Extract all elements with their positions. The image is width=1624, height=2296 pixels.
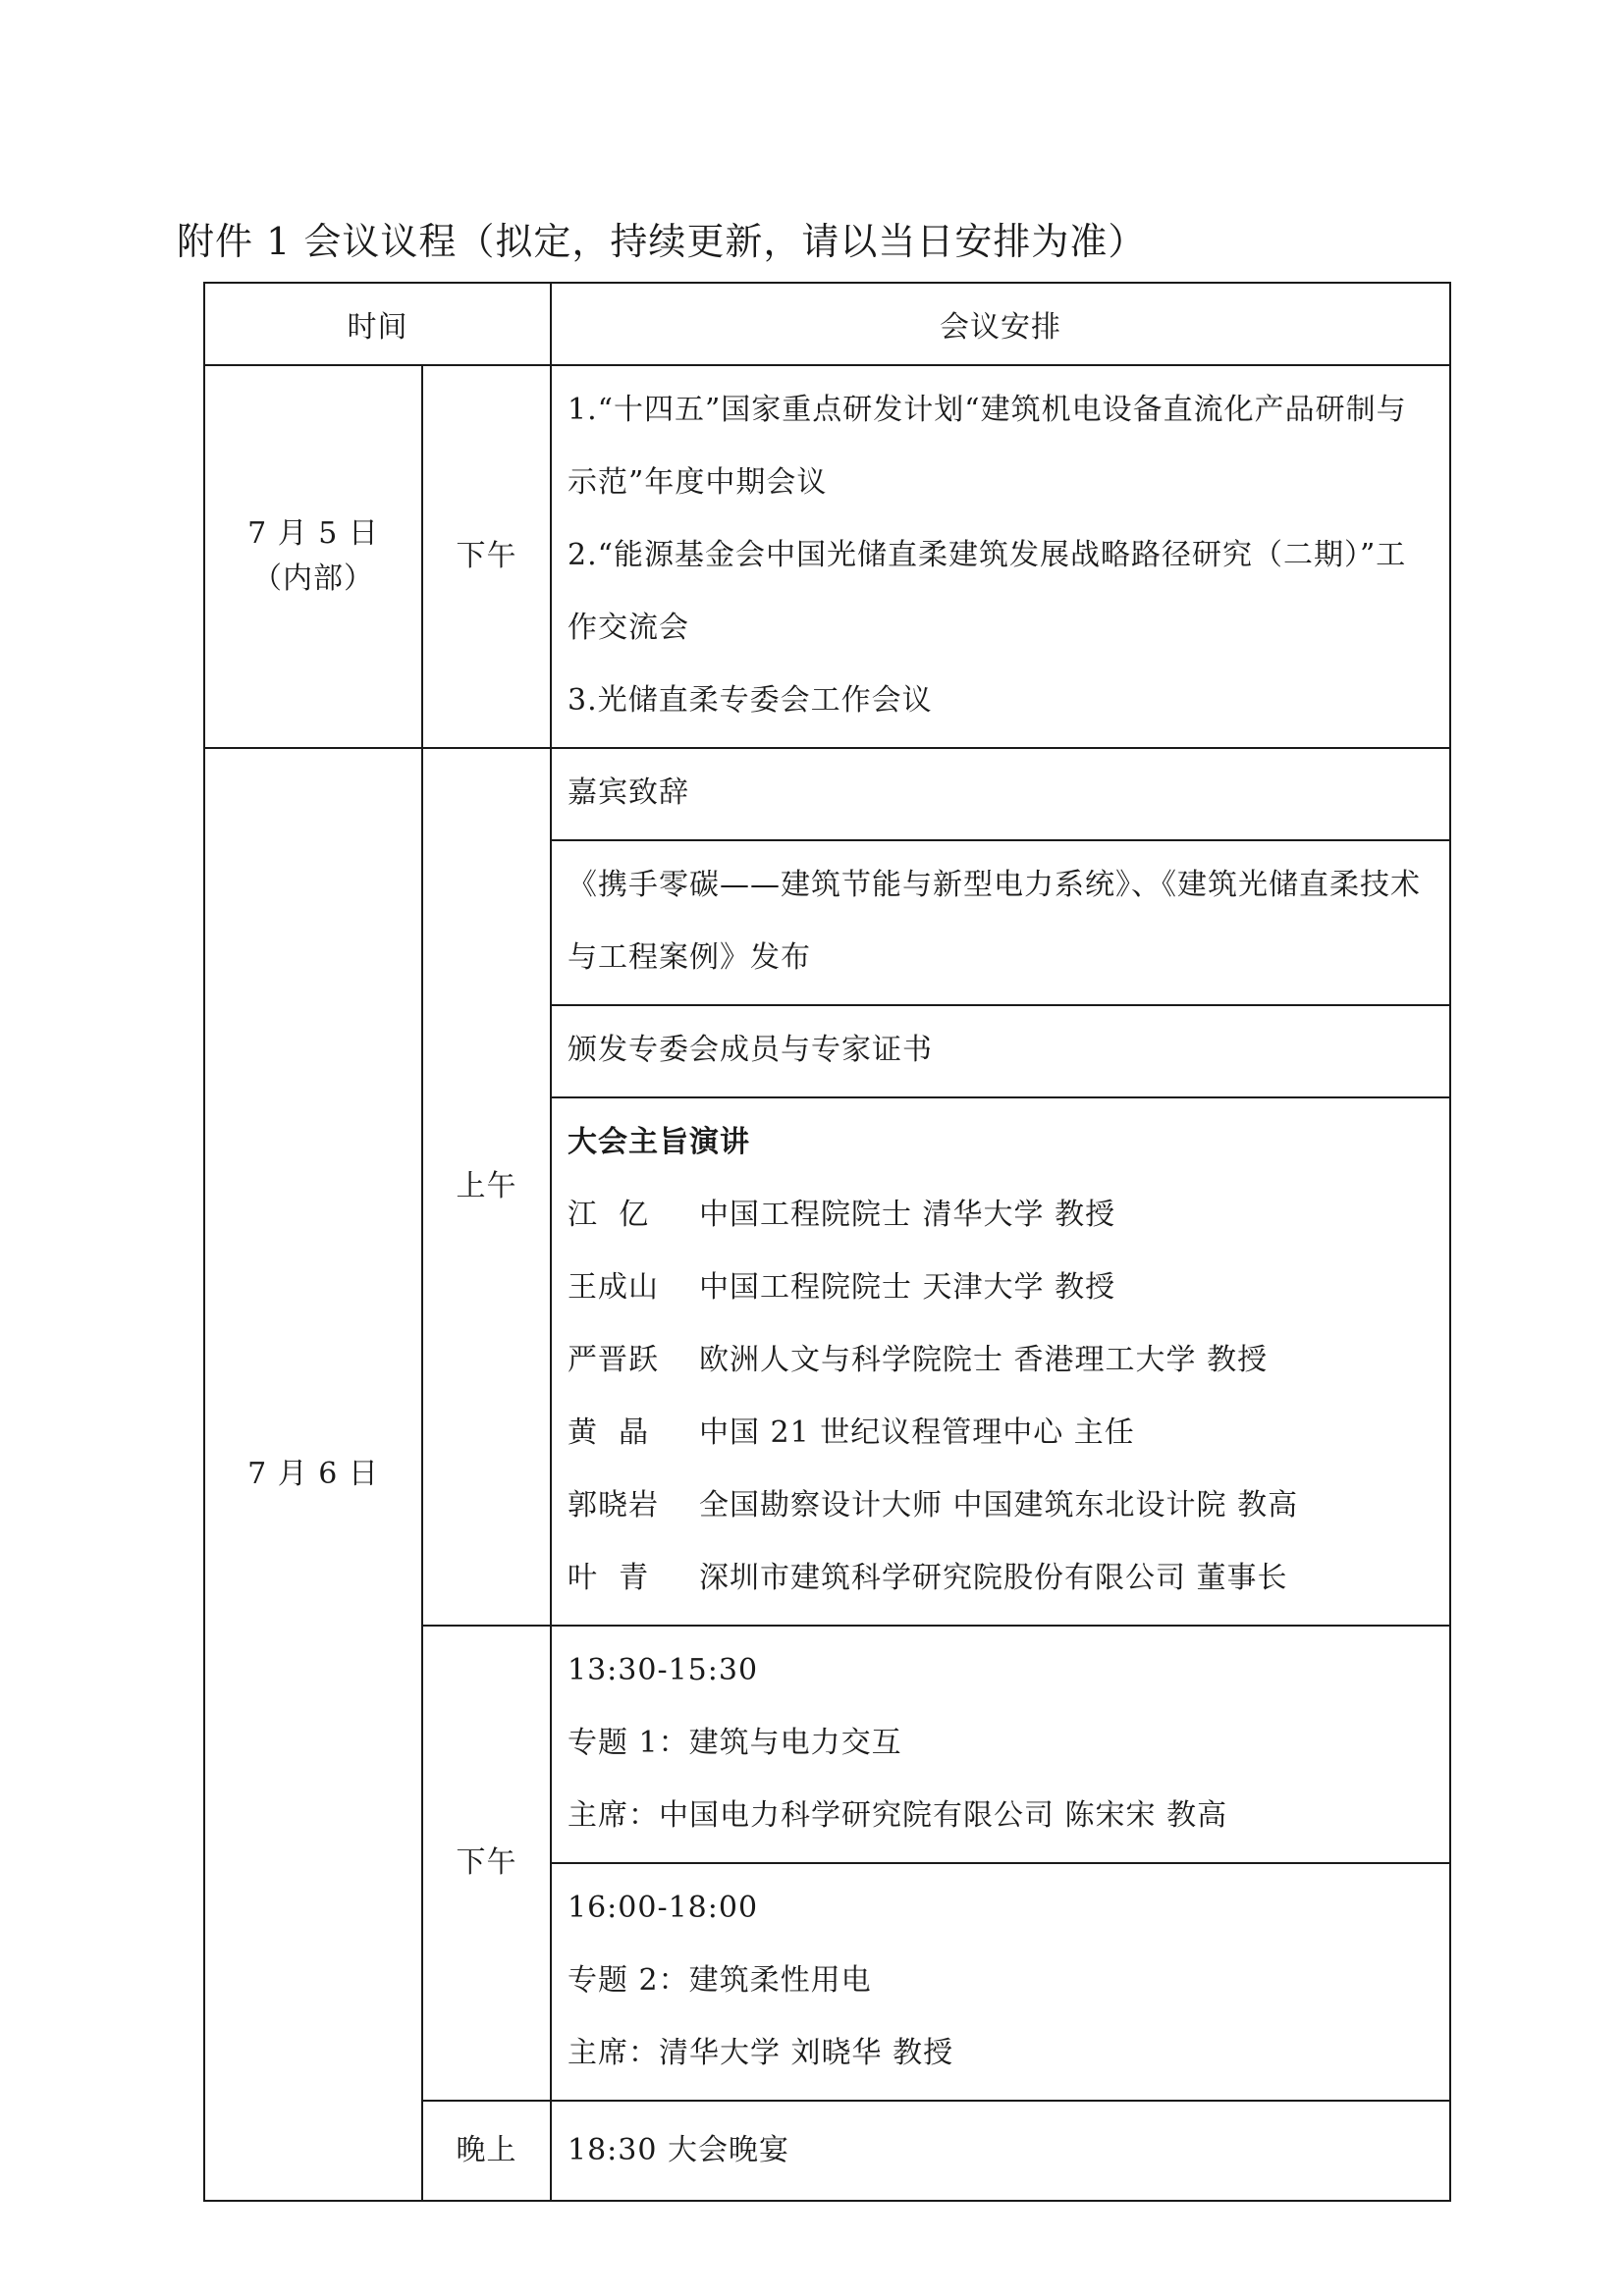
speaker-affiliation: 中国工程院院士 清华大学 教授 — [699, 1198, 1116, 1232]
speaker-row — [568, 1397, 1435, 1469]
speaker-affiliation: 深圳市建筑科学研究院股份有限公司 董事长 — [699, 1561, 1288, 1595]
speaker-row — [568, 1324, 1435, 1397]
day2-keynote — [551, 1097, 1450, 1626]
session-time: 13:30-15:30 — [568, 1653, 759, 1687]
speaker-row — [568, 1179, 1435, 1252]
document-title: 附件 1 会议议程（拟定，持续更新，请以当日安排为准） — [177, 220, 1147, 263]
header-arrangement: 会议安排 — [551, 283, 1450, 365]
session-chair: 主席：中国电力科学研究院有限公司 陈宋宋 教高 — [568, 1798, 1228, 1833]
agenda-table — [203, 282, 1451, 2202]
session-1 — [551, 1626, 1450, 1863]
session-topic: 专题 2：建筑柔性用电 — [568, 1963, 872, 1998]
day2-welcome-row — [204, 748, 1450, 840]
day1-content — [551, 365, 1450, 748]
header-time: 时间 — [204, 283, 551, 365]
session-2 — [551, 1863, 1450, 2101]
day2-morning-period: 上午 — [422, 748, 551, 1626]
speaker-name: 郭晓岩 — [568, 1488, 659, 1522]
day2-award: 颁发专委会成员与专家证书 — [551, 1005, 1450, 1097]
keynote-title: 大会主旨演讲 — [568, 1125, 750, 1159]
day1-item-3: 3.光储直柔专委会工作会议 — [568, 683, 933, 718]
day1-period: 下午 — [422, 365, 551, 748]
speaker-row — [568, 1252, 1435, 1324]
day1-note: （内部） — [252, 561, 374, 596]
session-chair: 主席：清华大学 刘晓华 教授 — [568, 2036, 954, 2070]
header-row — [204, 283, 1450, 365]
session-time: 16:00-18:00 — [568, 1891, 759, 1925]
day2-evening-item: 18:30 大会晚宴 — [551, 2101, 1450, 2201]
speaker-affiliation: 中国工程院院士 天津大学 教授 — [699, 1270, 1116, 1305]
speaker-name: 江 亿 — [568, 1198, 650, 1232]
speaker-row — [568, 1542, 1435, 1615]
day1-item-2: 2.“能源基金会中国光储直柔建筑发展战略路径研究（二期）”工作交流会 — [568, 538, 1407, 645]
day2-welcome: 嘉宾致辞 — [551, 748, 1450, 840]
speaker-name: 叶 青 — [568, 1561, 650, 1595]
release-text: 《携手零碳——建筑节能与新型电力系统》、《建筑光储直柔技术与工程案例》发布 — [568, 868, 1421, 975]
speaker-name: 王成山 — [568, 1270, 659, 1305]
day1-date: 7 月 5 日 — [247, 516, 379, 551]
speaker-row — [568, 1469, 1435, 1542]
day1-item-1: 1.“十四五”国家重点研发计划“建筑机电设备直流化产品研制与示范”年度中期会议 — [568, 393, 1407, 500]
day2-release — [551, 840, 1450, 1005]
day2-date: 7 月 6 日 — [204, 748, 422, 2201]
day1-row — [204, 365, 1450, 748]
day2-evening-period: 晚上 — [422, 2101, 551, 2201]
day1-date-cell — [204, 365, 422, 748]
session-topic: 专题 1：建筑与电力交互 — [568, 1726, 902, 1760]
speaker-affiliation: 欧洲人文与科学院院士 香港理工大学 教授 — [699, 1343, 1269, 1377]
speaker-affiliation: 中国 21 世纪议程管理中心 主任 — [699, 1415, 1135, 1450]
speaker-affiliation: 全国勘察设计大师 中国建筑东北设计院 教高 — [699, 1488, 1299, 1522]
day2-afternoon-period: 下午 — [422, 1626, 551, 2101]
speaker-name: 严晋跃 — [568, 1343, 659, 1377]
speaker-name: 黄 晶 — [568, 1415, 650, 1450]
